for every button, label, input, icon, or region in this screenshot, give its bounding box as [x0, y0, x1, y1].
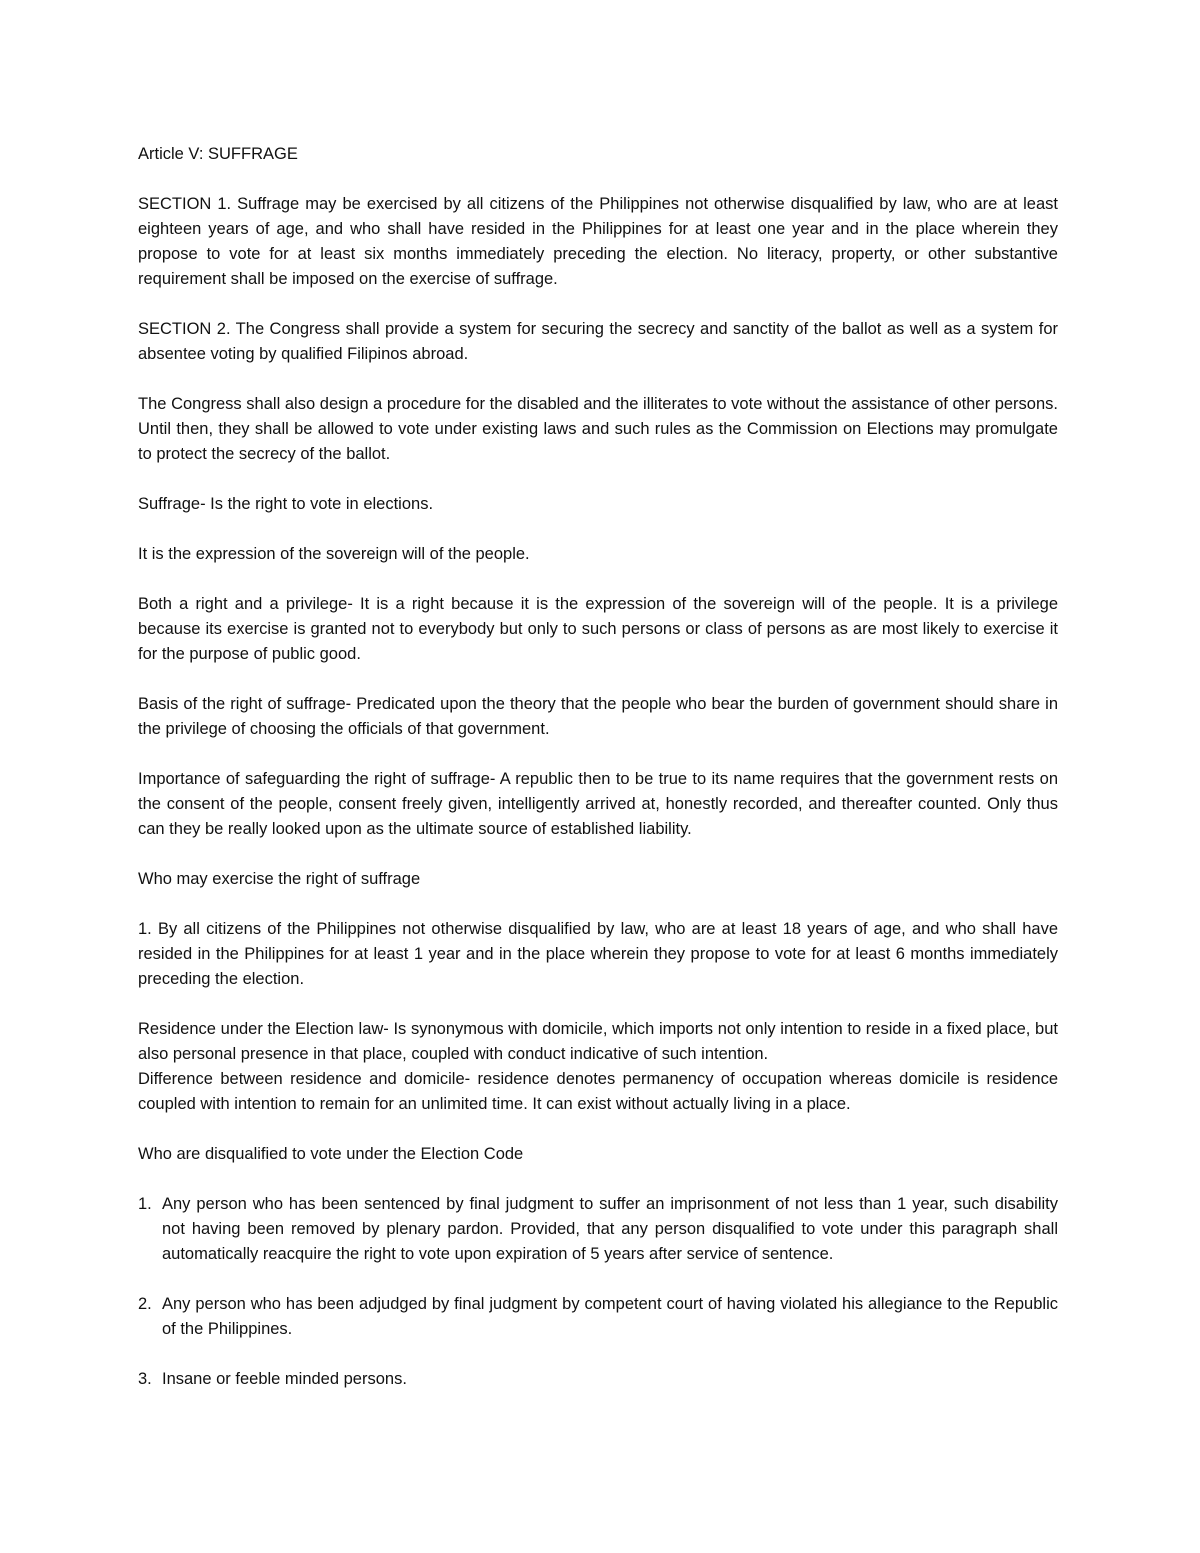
- list-text: Any person who has been sentenced by final judgment to suffer an imprisonment of not less than 1 year, such disability not having been removed by plenary pardon. Provided, that any person disqualified to vote under this paragraph shall automatically reacquire the right to vote upon expiration of 5 years after service of sentence.: [162, 1195, 1058, 1263]
- basis-of-suffrage: Basis of the right of suffrage- Predicated upon the theory that the people who bear the burden of government should share in the privilege of choosing the officials of that government.: [138, 695, 1058, 738]
- right-and-privilege: Both a right and a privilege- It is a right because it is the expression of the sovereign will of the people. It is a privilege because its exercise is granted not to everybody but only to such persons or class of persons as are most likely to exercise it for the purpose of public good.: [138, 595, 1058, 663]
- importance-of-safeguarding: Importance of safeguarding the right of suffrage- A republic then to be true to its name requires that the government rests on the consent of the people, consent freely given, intelligently arrived at, honestly recorded, and thereafter counted. Only thus can they be really looked upon as the ultimate source of established liability.: [138, 770, 1058, 838]
- who-may-exercise-heading: Who may exercise the right of suffrage: [138, 870, 421, 888]
- list-number: 3.: [138, 1370, 152, 1388]
- residence-vs-domicile: Difference between residence and domicile- residence denotes permanency of occupation whereas domicile is residence coupled with intention to remain for an unlimited time. It can exist without actually living in a place.: [138, 1070, 1058, 1113]
- suffrage-expression: It is the expression of the sovereign will of the people.: [138, 545, 530, 563]
- residence-definition: Residence under the Election law- Is synonymous with domicile, which imports not only intention to reside in a fixed place, but also personal presence in that place, coupled with conduct indicative of such intention.: [138, 1020, 1058, 1063]
- disqualified-item: [138, 1292, 1058, 1342]
- section-2-continued: The Congress shall also design a procedure for the disabled and the illiterates to vote without the assistance of other persons. Until then, they shall be allowed to vote under existing laws and such rules as the Commission on Elections may promulgate to protect the secrecy of the ballot.: [138, 395, 1058, 463]
- who-may-exercise-item-1: 1. By all citizens of the Philippines not otherwise disqualified by law, who are at least 18 years of age, and who shall have resided in the Philippines for at least 1 year and in the place wherein they propose to vote for at least 6 months immediately preceding the election.: [138, 920, 1058, 988]
- disqualified-item: [138, 1192, 1058, 1267]
- document-body: [138, 142, 1058, 1417]
- disqualified-item: [138, 1367, 1058, 1392]
- disqualified-heading: Who are disqualified to vote under the Election Code: [138, 1145, 524, 1163]
- list-text: Any person who has been adjudged by final judgment by competent court of having violated his allegiance to the Republic of the Philippines.: [162, 1295, 1058, 1338]
- section-1: SECTION 1. Suffrage may be exercised by all citizens of the Philippines not otherwise disqualified by law, who are at least eighteen years of age, and who shall have resided in the Philippines for at least one year and in the place wherein they propose to vote for at least six months immediately preceding the election. No literacy, property, or other substantive requirement shall be imposed on the exercise of suffrage.: [138, 195, 1058, 288]
- section-2: SECTION 2. The Congress shall provide a system for securing the secrecy and sanctity of the ballot as well as a system for absentee voting by qualified Filipinos abroad.: [138, 320, 1058, 363]
- list-number: 2.: [138, 1295, 152, 1313]
- list-text: Insane or feeble minded persons.: [162, 1370, 407, 1388]
- list-number: 1.: [138, 1195, 152, 1213]
- article-title: Article V: SUFFRAGE: [138, 145, 298, 163]
- suffrage-definition: Suffrage- Is the right to vote in elections.: [138, 495, 434, 513]
